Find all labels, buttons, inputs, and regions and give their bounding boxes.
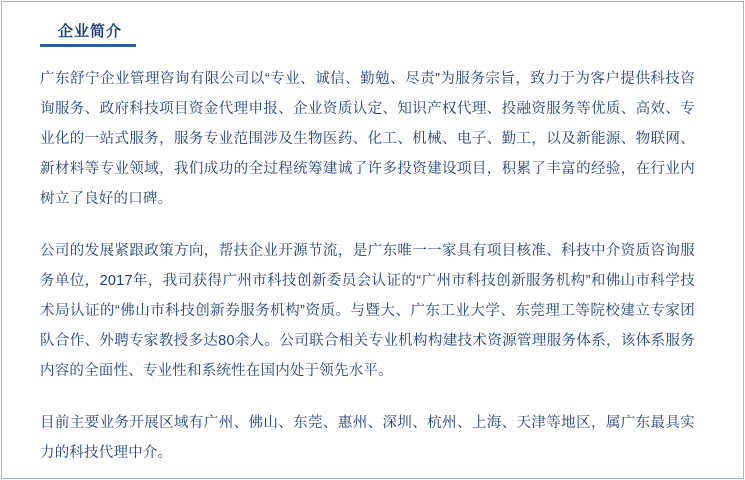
- page-title: 企业简介: [58, 23, 123, 40]
- title-underline: [40, 44, 136, 47]
- paragraph-company-development: 公司的发展紧跟政策方向，帮扶企业开源节流，是广东唯一一家具有项目核准、科技中介资质咨询服务单位，2017年，我司获得广州市科技创新委员会认证的“广州市科技创新服务机构”和佛山市科学技术局认证的“佛山市科技创新券服务机构”资质。与暨大、广东工业大学、东莞理工等院校建立专家团队合作、外聘专家教授多达80余人。公司联合相关专业机构构建技术资源管理服务体系，该体系服务内容的全面性、专业性和系统性在国内处于领先水平。: [40, 243, 695, 379]
- section-header: [40, 22, 695, 48]
- paragraph-company-overview: 广东舒宁企业管理咨询有限公司以“专业、诚信、勤勉、尽责”为服务宗旨，致力于为客户提供科技咨询服务、政府科技项目资金代理申报、企业资质认定、知识产权代理、投融资服务等优质、高效、专业化的一站式服务，服务专业范围涉及生物医药、化工、机械、电子、勤工，以及新能源、物联网、新材料等专业领域，我们成功的全过程统筹建诚了许多投资建设项目，积累了丰富的经验，在行业内树立了良好的口碑。: [40, 71, 695, 207]
- paragraph-service-regions: 目前主要业务开展区域有广州、佛山、东莞、惠州、深圳、杭州、上海、天津等地区，属广东最具实力的科技代理中介。: [40, 415, 695, 461]
- document-content: [40, 22, 695, 468]
